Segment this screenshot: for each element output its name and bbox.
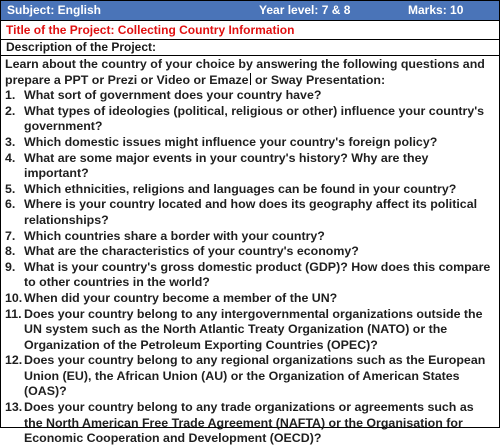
question-text: What sort of government does your country have? <box>24 88 322 103</box>
question-text: What are the characteristics of your country's economy? <box>24 244 359 259</box>
list-item <box>5 400 495 447</box>
list-item <box>5 244 495 260</box>
question-text: When did your country become a member of the UN? <box>24 290 338 305</box>
intro-paragraph[interactable] <box>5 57 495 88</box>
question-text: Which countries share a border with your country? <box>24 228 325 243</box>
description-label[interactable]: Description of the Project: <box>1 40 499 56</box>
question-number: 7. <box>5 228 16 243</box>
list-item <box>5 260 495 291</box>
question-text: Does your country belong to any intergovernmental organizations outside the UN system such as the North Atlantic Treaty Organization (NATO) or the Organization of the Petroleum Exporting Countries (OPEC)? <box>24 306 483 352</box>
subject-label: Subject: English <box>7 3 102 17</box>
list-item <box>5 307 495 354</box>
question-list <box>5 88 495 447</box>
question-text: Which ethnicities, religions and languages can be found in your country? <box>24 181 457 196</box>
intro-text-2: or Sway Presentation: <box>251 72 386 87</box>
question-text: What types of ideologies (political, religious or other) influence your country's government? <box>24 103 485 134</box>
question-number: 6. <box>5 197 16 212</box>
question-number: 5. <box>5 181 16 196</box>
question-text: Does your country belong to any trade organizations or agreements such as the North American Free Trade Agreement (NAFTA) or the Organisation for Economic Cooperation and Development (OECD)? <box>24 400 474 446</box>
list-item <box>5 182 495 198</box>
list-item <box>5 353 495 400</box>
question-text: Which domestic issues might influence your country's foreign policy? <box>24 134 438 149</box>
project-title[interactable]: Title of the Project: Collecting Country Information <box>1 21 499 40</box>
question-text: What is your country's gross domestic product (GDP)? How does this compare to other countries in the world? <box>24 259 491 290</box>
marks-label: Marks: 10 <box>408 3 464 17</box>
question-text: What are some major events in your country's history? Why are they important? <box>24 150 429 181</box>
text-cursor <box>250 73 251 85</box>
list-item <box>5 197 495 228</box>
question-number: 9. <box>5 259 16 274</box>
list-item <box>5 88 495 104</box>
question-number: 1. <box>5 88 16 103</box>
question-number: 11. <box>5 306 22 321</box>
list-item <box>5 229 495 245</box>
description-content[interactable] <box>1 57 499 447</box>
intro-text-1: Learn about the country of your choice by answering the following questions and prepare a PPT or Prezi or Video or Emaze <box>5 57 485 87</box>
question-number: 13. <box>5 400 23 415</box>
header-bar <box>1 1 499 21</box>
list-item <box>5 151 495 182</box>
question-number: 4. <box>5 150 16 165</box>
question-text: Does your country belong to any regional organizations such as the European Union (EU), the African Union (AU) or the Organization of American States (OAS)? <box>24 353 486 399</box>
question-text: Where is your country located and how does its geography affect its political relationships? <box>24 197 478 227</box>
question-number: 3. <box>5 134 16 149</box>
list-item <box>5 135 495 151</box>
question-number: 12. <box>5 353 23 368</box>
question-number: 10. <box>5 290 23 305</box>
list-item <box>5 104 495 135</box>
question-number: 2. <box>5 103 16 118</box>
year-level-label: Year level: 7 & 8 <box>259 3 351 17</box>
question-number: 8. <box>5 244 16 259</box>
list-item <box>5 291 495 307</box>
